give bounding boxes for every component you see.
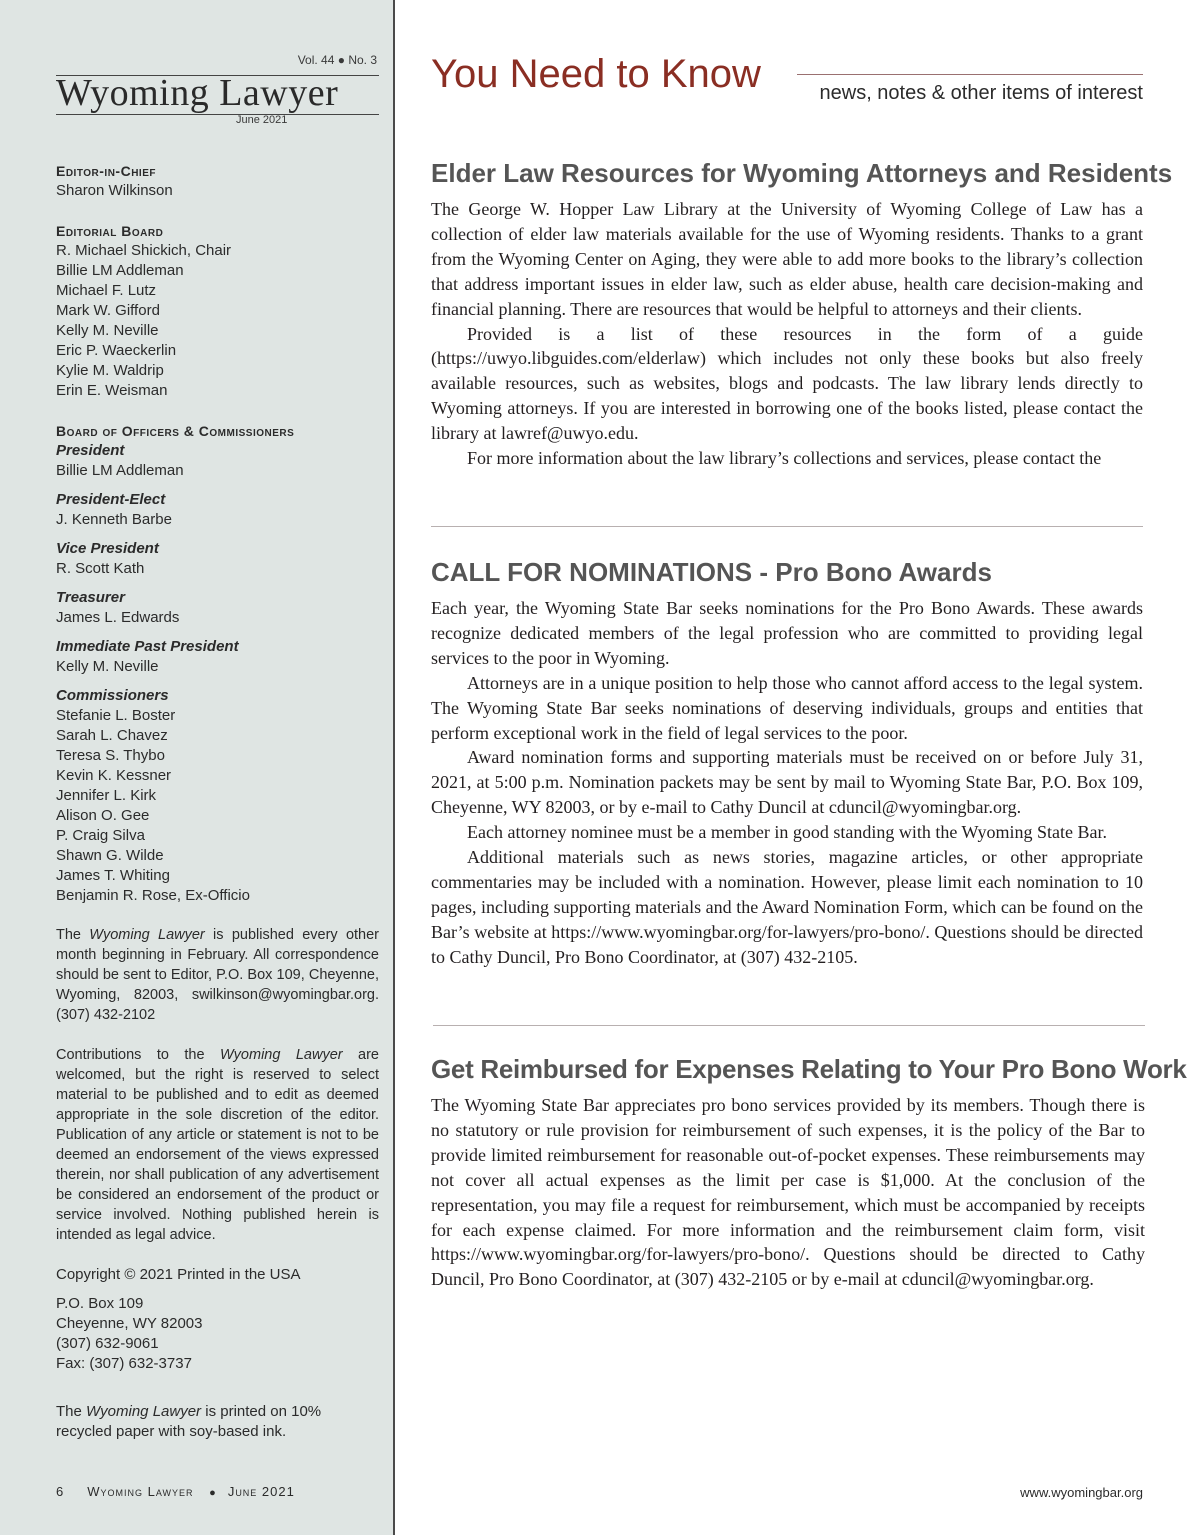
officer-name: J. Kenneth Barbe bbox=[56, 511, 172, 528]
board-members bbox=[56, 241, 379, 401]
officer-role: Vice President bbox=[56, 540, 159, 557]
article-paragraph: Provided is a list of these resources in the form of a guide (https://uwyo.libguides.com/elderlaw) which includes not only these books but also freely available resources, such as websites, blogs and podcasts. The law library lends directly to Wyoming attorneys. If you are interested in borrowing one of the books listed, please contact the library at lawref@uwyo.edu. bbox=[431, 323, 1143, 444]
officer-block bbox=[56, 637, 379, 677]
board-member: Mark W. Gifford bbox=[56, 302, 160, 319]
officer-block bbox=[56, 441, 379, 481]
article-elder-law bbox=[431, 157, 1173, 471]
article-paragraph: For more information about the law library’s collections and services, please contact the bbox=[467, 448, 1102, 469]
commissioner-name: Kevin K. Kessner bbox=[56, 767, 172, 784]
commissioners-role: Commissioners bbox=[56, 687, 169, 704]
officer-role: Treasurer bbox=[56, 589, 125, 606]
footer-bullet: ● bbox=[209, 1487, 216, 1499]
board-member: Kelly M. Neville bbox=[56, 322, 159, 339]
article-paragraph: Attorneys are in a unique position to help those who cannot afford access to the legal system. The Wyoming State Bar seeks nominations of deserving individuals, groups and entities that perform exceptional work in the field of legal services to the poor. bbox=[431, 672, 1143, 743]
officers-heading: Board of Officers & Commissioners bbox=[56, 423, 295, 439]
publication-notice: The Wyoming Lawyer is published every other month beginning in February. All correspondence should be sent to Editor, P.O. Box 109, Cheyenne, Wyoming, 82003, swilkinson@wyomingbar.org. (307) 432-2102 bbox=[56, 927, 380, 1023]
commissioner-name: P. Craig Silva bbox=[56, 827, 145, 844]
article-title: CALL FOR NOMINATIONS - Pro Bono Awards bbox=[431, 557, 992, 587]
mailing-address bbox=[56, 1294, 379, 1374]
board-member: R. Michael Shickich, Chair bbox=[56, 242, 232, 259]
masthead-date: June 2021 bbox=[236, 114, 288, 126]
editor-name: Sharon Wilkinson bbox=[56, 182, 173, 199]
article-paragraph: Additional materials such as news stories, magazine articles, or other appropriate commentaries may be included with a nomination. However, please limit each nomination to 10 pages, including supporting materials and the Award Nomination Form, which can be found on the Bar’s website at https://www.wyomingbar.org/for-lawyers/pro-bono/. Questions should be directed to Cathy Duncil, Pro Bono Coordinator, at (307) 432-2105. bbox=[431, 847, 1143, 967]
officer-name: R. Scott Kath bbox=[56, 560, 145, 577]
section-subtitle: news, notes & other items of interest bbox=[819, 82, 1143, 104]
footer-left bbox=[56, 1484, 295, 1499]
masthead-title: Wyoming Lawyer bbox=[56, 72, 339, 114]
address-line: P.O. Box 109 bbox=[56, 1295, 144, 1312]
board-member: Billie LM Addleman bbox=[56, 262, 184, 279]
officer-name: James L. Edwards bbox=[56, 609, 180, 626]
commissioners-block bbox=[56, 686, 379, 906]
officer-block bbox=[56, 539, 379, 579]
commissioner-name: Teresa S. Thybo bbox=[56, 747, 165, 764]
board-member: Michael F. Lutz bbox=[56, 282, 157, 299]
article-title: Elder Law Resources for Wyoming Attorneys and Residents bbox=[431, 158, 1173, 188]
footer-publication: Wyoming Lawyer bbox=[87, 1484, 194, 1499]
commissioner-name: Shawn G. Wilde bbox=[56, 847, 164, 864]
footer-issue: June 2021 bbox=[227, 1484, 295, 1499]
officer-name: Billie LM Addleman bbox=[56, 462, 184, 479]
officer-block bbox=[56, 490, 379, 530]
staff-list bbox=[56, 161, 379, 906]
article-paragraph: Award nomination forms and supporting materials must be received on or before July 31, 2021, at 5:00 p.m. Nomination packets may be sent by mail to Wyoming State Bar, P.O. Box 109, Cheyenne, WY 82003, or by e-mail to Cathy Duncil at cduncil@wyomingbar.org. bbox=[431, 747, 1143, 818]
contributions-notice: Contributions to the Wyoming Lawyer are welcomed, but the right is reserved to select material to be published and to edit as deemed appropriate in the sole discretion of the editor. Publication of any article or statement is not to be deemed an endorsement of the views expressed therein, nor shall publication of any advertisement be considered an endorsement of the product or service involved. Nothing published herein is intended as legal advice. bbox=[56, 1047, 379, 1243]
article-divider bbox=[431, 526, 1143, 527]
board-member: Eric P. Waeckerlin bbox=[56, 342, 177, 359]
section-title: You Need to Know bbox=[431, 52, 761, 96]
address-line: (307) 632-9061 bbox=[56, 1335, 159, 1352]
board-member: Kylie M. Waldrip bbox=[56, 362, 164, 379]
officer-role: President-Elect bbox=[56, 491, 166, 508]
article-paragraph: The George W. Hopper Law Library at the University of Wyoming College of Law has a collection of elder law materials available for the use of Wyoming residents. Thanks to a grant from the Wyoming Center on Aging, they were able to add more books to the library’s collection that address important issues in elder law, such as elder abuse, health care decision-making and financial planning. There are resources that would be helpful to attorneys and their clients. bbox=[431, 199, 1143, 319]
commissioner-name: Alison O. Gee bbox=[56, 807, 150, 824]
article-paragraph: Each year, the Wyoming State Bar seeks nominations for the Pro Bono Awards. These awards recognize dedicated members of the legal profession who are committed to providing legal services to the poor in Wyoming. bbox=[431, 598, 1143, 668]
commissioner-name: Sarah L. Chavez bbox=[56, 727, 168, 744]
commissioner-name: Benjamin R. Rose, Ex-Officio bbox=[56, 887, 250, 904]
commissioner-name: James T. Whiting bbox=[56, 867, 170, 884]
article-paragraph: The Wyoming State Bar appreciates pro bono services provided by its members. Though there is no statutory or rule provision for reimbursement of such expenses, it is the policy of the Bar to provide limited reimbursement for reasonable out-of-pocket expenses. These reimbursements may not cover all actual expenses as the limit per case is $1,000. At the conclusion of the representation, you may file a request for reimbursement, which must be accompanied by receipts for each expense claimed. For more information and the reimbursement claim form, visit https://www.wyomingbar.org/for-lawyers/pro-bono/. Questions should be directed to Cathy Duncil, Pro Bono Coordinator, at (307) 432-2105 or by e-mail at cduncil@wyomingbar.org. bbox=[431, 1095, 1145, 1290]
address-line: Cheyenne, WY 82003 bbox=[56, 1315, 203, 1332]
recycled-notice: The Wyoming Lawyer is printed on 10% recycled paper with soy-based ink. bbox=[56, 1403, 322, 1440]
editor-heading: Editor-in-Chief bbox=[56, 163, 156, 179]
article-reimbursement bbox=[431, 1053, 1187, 1292]
article-divider bbox=[433, 1025, 1145, 1026]
officer-block bbox=[56, 588, 379, 628]
copyright: Copyright © 2021 Printed in the USA bbox=[56, 1266, 301, 1283]
section-rule bbox=[797, 74, 1143, 75]
article-pro-bono-awards bbox=[431, 556, 1143, 970]
commissioner-name: Stefanie L. Boster bbox=[56, 707, 176, 724]
volume-number: Vol. 44 ● No. 3 bbox=[297, 53, 377, 67]
board-member: Erin E. Weisman bbox=[56, 382, 168, 399]
officer-name: Kelly M. Neville bbox=[56, 658, 159, 675]
board-heading: Editorial Board bbox=[56, 223, 164, 239]
officer-role: Immediate Past President bbox=[56, 638, 239, 655]
footer-website: www.wyomingbar.org bbox=[1020, 1485, 1143, 1500]
article-paragraph: Each attorney nominee must be a member in good standing with the Wyoming State Bar. bbox=[467, 822, 1107, 843]
masthead-rule-bottom bbox=[56, 114, 379, 115]
article-title: Get Reimbursed for Expenses Relating to Your Pro Bono Work bbox=[431, 1054, 1187, 1084]
address-line: Fax: (307) 632-3737 bbox=[56, 1355, 192, 1372]
page-number: 6 bbox=[56, 1484, 64, 1499]
officer-role: President bbox=[56, 442, 125, 459]
commissioner-name: Jennifer L. Kirk bbox=[56, 787, 157, 804]
masthead-sidebar bbox=[0, 0, 395, 1535]
